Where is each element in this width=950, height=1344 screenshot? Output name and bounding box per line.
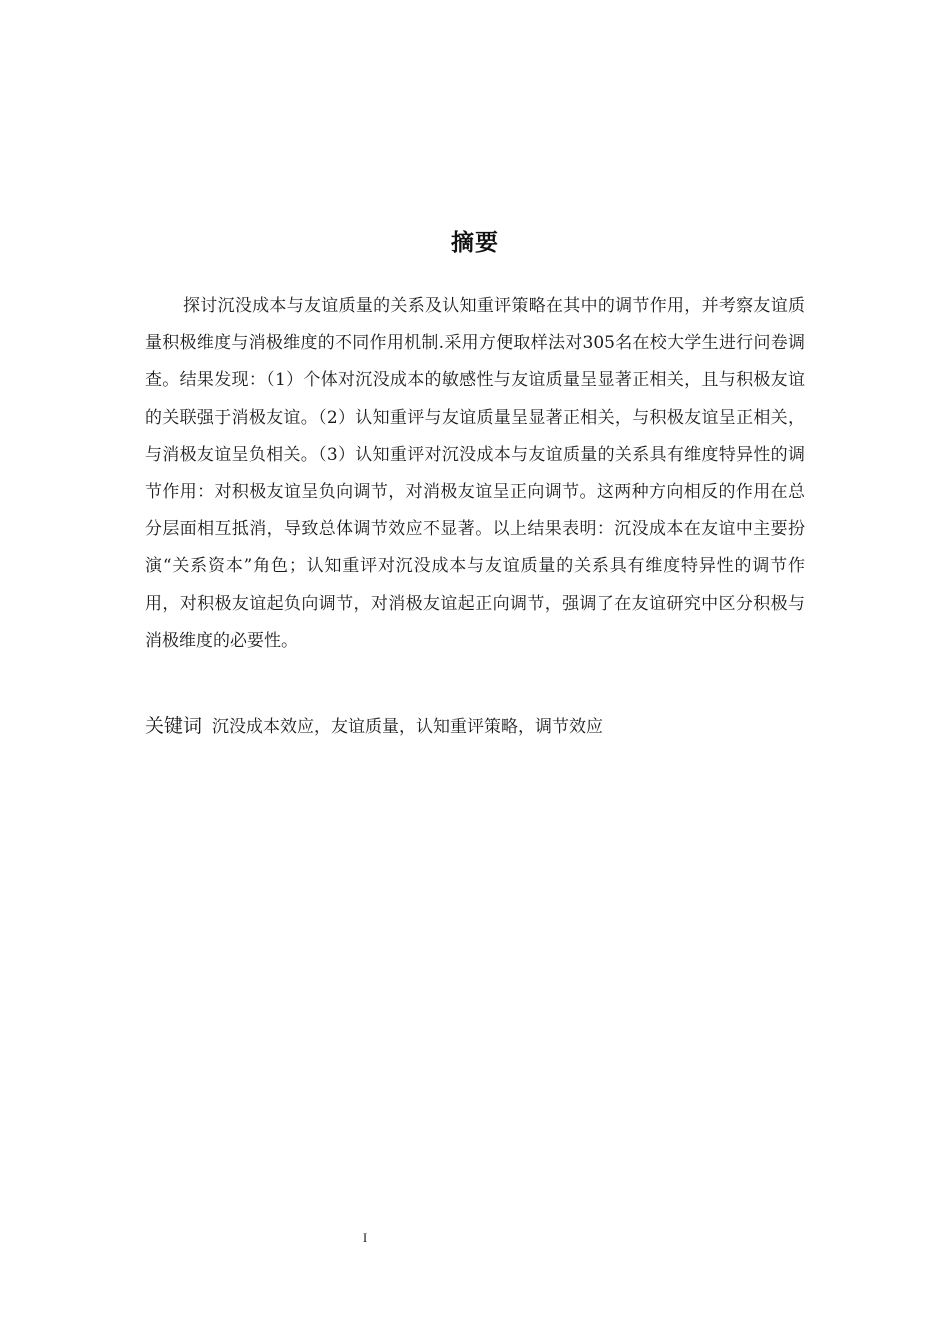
- abstract-title: 摘要: [451, 230, 499, 256]
- keywords-text: 沉没成本效应，友谊质量，认知重评策略，调节效应: [212, 717, 604, 737]
- abstract-body: 探讨沉没成本与友谊质量的关系及认知重评策略在其中的调节作用，并考察友谊质量积极维度与消极维度的不同作用机制.采用方便取样法对305名在校大学生进行问卷调查。结果发现：（1）个体对沉没成本的敏感性与友谊质量呈显著正相关，且与积极友谊的关联强于消极友谊。（2）认知重评与友谊质量呈显著正相关，与积极友谊呈正相关，与消极友谊呈负相关。（3）认知重评对沉没成本与友谊质量的关系具有维度特异性的调节作用：对积极友谊呈负向调节，对消极友谊呈正向调节。这两种方向相反的作用在总分层面相互抵消，导致总体调节效应不显著。以上结果表明：沉没成本在友谊中主要扮演“关系资本”角色；认知重评对沉没成本与友谊质量的关系具有维度特异性的调节作用，对积极友谊起负向调节，对消极友谊起正向调节，强调了在友谊研究中区分积极与消极维度的必要性。: [145, 296, 805, 651]
- page-number: I: [362, 1230, 368, 1245]
- keywords-line: [145, 708, 805, 746]
- keywords-label: 关键词: [145, 715, 203, 737]
